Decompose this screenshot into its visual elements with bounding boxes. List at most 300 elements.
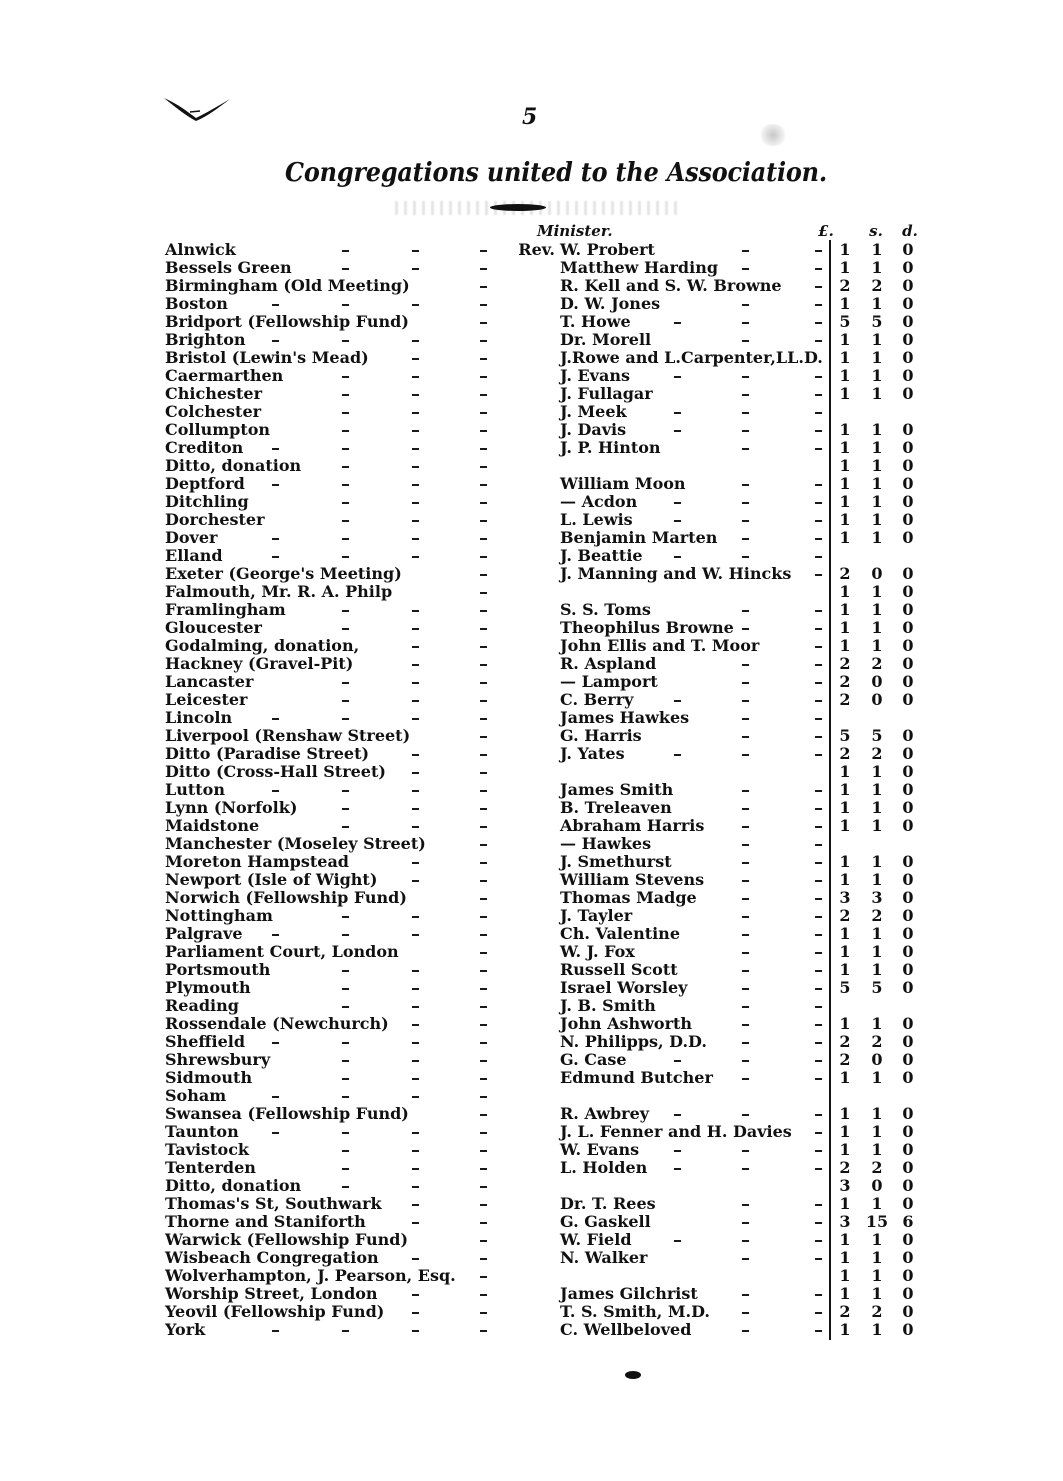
leader-dash — [272, 1042, 279, 1044]
minister-name: Benjamin Marten — [560, 528, 718, 547]
leader-dash — [742, 1060, 749, 1062]
leader-dash — [742, 952, 749, 954]
leader-dash — [342, 556, 349, 558]
table-row — [0, 655, 1063, 673]
minister-name: C. Wellbeloved — [560, 1320, 692, 1339]
leader-dash — [480, 1078, 487, 1080]
leader-dash — [480, 538, 487, 540]
amount-shillings: 1 — [871, 474, 883, 493]
amount-pounds: 1 — [839, 636, 851, 655]
amount-shillings: 1 — [871, 1284, 883, 1303]
leader-dash — [742, 736, 749, 738]
table-row — [0, 925, 1063, 943]
amount-pounds: 1 — [839, 1122, 851, 1141]
amount-pounds: 1 — [839, 1104, 851, 1123]
leader-dash — [412, 1042, 419, 1044]
congregation-name: Lynn (Norfolk) — [165, 798, 298, 817]
leader-dash — [674, 1150, 681, 1152]
leader-dash — [412, 1150, 419, 1152]
minister-name: J. B. Smith — [560, 996, 656, 1015]
table-row — [0, 349, 1063, 367]
leader-dash — [480, 1222, 487, 1224]
leader-dash — [480, 1294, 487, 1296]
leader-dash — [342, 1150, 349, 1152]
amount-pounds: 1 — [839, 780, 851, 799]
table-row — [0, 979, 1063, 997]
amount-pence: 0 — [902, 924, 914, 943]
amount-pounds: 5 — [839, 726, 851, 745]
leader-dash — [412, 556, 419, 558]
leader-dash — [480, 808, 487, 810]
leader-dash — [815, 538, 822, 540]
leader-dash — [742, 664, 749, 666]
leader-dash — [742, 322, 749, 324]
leader-dash — [480, 466, 487, 468]
table-row — [0, 241, 1063, 259]
ink-smudge — [758, 124, 788, 146]
amount-pence: 0 — [902, 348, 914, 367]
table-row — [0, 565, 1063, 583]
leader-dash — [480, 1024, 487, 1026]
leader-dash — [674, 502, 681, 504]
congregation-name: Rossendale (Newchurch) — [165, 1014, 389, 1033]
table-row — [0, 781, 1063, 799]
amount-pounds: 1 — [839, 600, 851, 619]
amount-pence: 0 — [902, 456, 914, 475]
amount-pence: 0 — [902, 1032, 914, 1051]
amount-pounds: 1 — [839, 384, 851, 403]
leader-dash — [480, 1132, 487, 1134]
leader-dash — [742, 250, 749, 252]
table-row — [0, 691, 1063, 709]
leader-dash — [480, 952, 487, 954]
leader-dash — [480, 970, 487, 972]
ink-blot-ornament — [625, 1371, 641, 1379]
leader-dash — [342, 502, 349, 504]
leader-dash — [742, 538, 749, 540]
congregation-name: Manchester (Moseley Street) — [165, 834, 426, 853]
leader-dash — [815, 1078, 822, 1080]
leader-dash — [412, 880, 419, 882]
congregation-name: Plymouth — [165, 978, 251, 997]
table-row — [0, 295, 1063, 313]
minister-name: Israel Worsley — [560, 978, 688, 997]
table-row — [0, 799, 1063, 817]
leader-dash — [412, 484, 419, 486]
leader-dash — [815, 556, 822, 558]
minister-name: W. Probert — [560, 240, 655, 259]
leader-dash — [742, 1114, 749, 1116]
leader-dash — [272, 340, 279, 342]
amount-pounds: 2 — [839, 1158, 851, 1177]
congregation-name: Tavistock — [165, 1140, 250, 1159]
amount-pence: 0 — [902, 330, 914, 349]
leader-dash — [272, 934, 279, 936]
leader-dash — [412, 1312, 419, 1314]
amount-shillings: 1 — [871, 582, 883, 601]
amount-shillings: 5 — [871, 312, 883, 331]
leader-dash — [272, 1132, 279, 1134]
minister-name: Matthew Harding — [560, 258, 719, 277]
leader-dash — [742, 718, 749, 720]
leader-dash — [742, 1168, 749, 1170]
congregation-name: Ditto (Cross-Hall Street) — [165, 762, 386, 781]
amount-shillings: 2 — [871, 276, 883, 295]
leader-dash — [742, 1024, 749, 1026]
leader-dash — [412, 1024, 419, 1026]
amount-pounds: 1 — [839, 366, 851, 385]
leader-dash — [815, 520, 822, 522]
leader-dash — [815, 1240, 822, 1242]
minister-name: — Hawkes — [560, 834, 652, 853]
leader-dash — [815, 826, 822, 828]
minister-name: Theophilus Browne — [560, 618, 734, 637]
leader-dash — [412, 466, 419, 468]
leader-dash — [480, 592, 487, 594]
leader-dash — [815, 682, 822, 684]
leader-dash — [480, 772, 487, 774]
minister-name: T. Howe — [560, 312, 631, 331]
leader-dash — [742, 556, 749, 558]
minister-name: G. Case — [560, 1050, 627, 1069]
leader-dash — [815, 808, 822, 810]
amount-pence: 0 — [902, 384, 914, 403]
amount-shillings: 1 — [871, 636, 883, 655]
leader-dash — [412, 970, 419, 972]
leader-dash — [815, 1114, 822, 1116]
amount-pence: 0 — [902, 654, 914, 673]
minister-name: James Gilchrist — [560, 1284, 698, 1303]
minister-name: James Smith — [560, 780, 674, 799]
leader-dash — [272, 718, 279, 720]
leader-dash — [480, 1168, 487, 1170]
amount-pence: 0 — [902, 1266, 914, 1285]
leader-dash — [815, 916, 822, 918]
amount-pence: 0 — [902, 888, 914, 907]
leader-dash — [742, 448, 749, 450]
amount-shillings: 3 — [871, 888, 883, 907]
amount-pounds: 1 — [839, 1266, 851, 1285]
leader-dash — [342, 1060, 349, 1062]
leader-dash — [674, 430, 681, 432]
minister-name: Ch. Valentine — [560, 924, 680, 943]
leader-dash — [412, 610, 419, 612]
leader-dash — [342, 250, 349, 252]
amount-pence: 0 — [902, 438, 914, 457]
leader-dash — [480, 1042, 487, 1044]
amount-pounds: 1 — [839, 852, 851, 871]
table-row — [0, 1087, 1063, 1105]
minister-name: G. Gaskell — [560, 1212, 651, 1231]
leader-dash — [480, 736, 487, 738]
leader-dash — [742, 844, 749, 846]
amount-pence: 0 — [902, 816, 914, 835]
leader-dash — [342, 448, 349, 450]
amount-shillings: 15 — [865, 1212, 889, 1231]
congregation-name: Newport (Isle of Wight) — [165, 870, 378, 889]
amount-pence: 0 — [902, 1176, 914, 1195]
leader-dash — [342, 790, 349, 792]
table-row — [0, 493, 1063, 511]
leader-dash — [480, 628, 487, 630]
leader-dash — [480, 934, 487, 936]
table-row — [0, 421, 1063, 439]
minister-name: J. Yates — [560, 744, 625, 763]
amount-pence: 0 — [902, 1068, 914, 1087]
amount-shillings: 1 — [871, 240, 883, 259]
leader-dash — [412, 340, 419, 342]
leader-dash — [272, 1330, 279, 1332]
congregation-name: Gloucester — [165, 618, 262, 637]
leader-dash — [412, 1204, 419, 1206]
leader-dash — [742, 1330, 749, 1332]
leader-dash — [815, 1060, 822, 1062]
amount-pence: 0 — [902, 1320, 914, 1339]
congregation-name: Godalming, donation, — [165, 636, 360, 655]
leader-dash — [272, 448, 279, 450]
leader-dash — [480, 826, 487, 828]
leader-dash — [742, 268, 749, 270]
leader-dash — [480, 898, 487, 900]
amount-pence: 0 — [902, 312, 914, 331]
leader-dash — [480, 430, 487, 432]
table-row — [0, 1195, 1063, 1213]
congregation-name: Palgrave — [165, 924, 243, 943]
amount-shillings: 1 — [871, 870, 883, 889]
leader-dash — [480, 682, 487, 684]
amount-pence: 0 — [902, 510, 914, 529]
minister-name: L. Lewis — [560, 510, 633, 529]
leader-dash — [412, 1168, 419, 1170]
congregation-name: Ditto (Paradise Street) — [165, 744, 370, 763]
minister-name: John Ashworth — [560, 1014, 693, 1033]
leader-dash — [815, 394, 822, 396]
leader-dash — [480, 1240, 487, 1242]
amount-pence: 0 — [902, 294, 914, 313]
amount-pence: 0 — [902, 1284, 914, 1303]
amount-pence: 0 — [902, 474, 914, 493]
amount-shillings: 1 — [871, 780, 883, 799]
leader-dash — [342, 1096, 349, 1098]
amount-pence: 0 — [902, 1140, 914, 1159]
leader-dash — [815, 286, 822, 288]
table-row — [0, 601, 1063, 619]
amount-pounds: 2 — [839, 1050, 851, 1069]
amount-pounds: 1 — [839, 1248, 851, 1267]
amount-shillings: 1 — [871, 456, 883, 475]
leader-dash — [674, 1168, 681, 1170]
amount-shillings: 1 — [871, 816, 883, 835]
leader-dash — [412, 1096, 419, 1098]
leader-dash — [815, 1294, 822, 1296]
leader-dash — [815, 1042, 822, 1044]
leader-dash — [342, 610, 349, 612]
minister-name: Dr. T. Rees — [560, 1194, 656, 1213]
amount-pounds: 2 — [839, 1302, 851, 1321]
congregation-name: Maidstone — [165, 816, 260, 835]
leader-dash — [815, 736, 822, 738]
table-row — [0, 1249, 1063, 1267]
minister-title-prefix: Rev. — [518, 240, 555, 259]
amount-shillings: 1 — [871, 1104, 883, 1123]
amount-pounds: 3 — [839, 1176, 851, 1195]
amount-shillings: 2 — [871, 654, 883, 673]
amount-shillings: 1 — [871, 294, 883, 313]
congregation-name: Portsmouth — [165, 960, 271, 979]
congregation-name: York — [165, 1320, 206, 1339]
amount-pence: 0 — [902, 744, 914, 763]
column-header-pounds: £. — [818, 222, 834, 240]
leader-dash — [412, 790, 419, 792]
table-row — [0, 259, 1063, 277]
leader-dash — [342, 988, 349, 990]
table-row — [0, 511, 1063, 529]
congregation-name: Colchester — [165, 402, 262, 421]
minister-name: Abraham Harris — [560, 816, 705, 835]
congregation-name: Crediton — [165, 438, 244, 457]
leader-dash — [815, 322, 822, 324]
leader-dash — [815, 1258, 822, 1260]
amount-pence: 0 — [902, 240, 914, 259]
leader-dash — [342, 1168, 349, 1170]
leader-dash — [674, 556, 681, 558]
leader-dash — [272, 1096, 279, 1098]
amount-pence: 0 — [902, 1014, 914, 1033]
leader-dash — [412, 754, 419, 756]
amount-pence: 0 — [902, 276, 914, 295]
table-row — [0, 1177, 1063, 1195]
leader-dash — [412, 628, 419, 630]
minister-name: Thomas Madge — [560, 888, 697, 907]
leader-dash — [742, 1006, 749, 1008]
leader-dash — [412, 1330, 419, 1332]
amount-pounds: 5 — [839, 312, 851, 331]
leader-dash — [480, 610, 487, 612]
amount-shillings: 1 — [871, 852, 883, 871]
leader-dash — [342, 376, 349, 378]
amount-pence: 0 — [902, 258, 914, 277]
leader-dash — [742, 700, 749, 702]
leader-dash — [342, 970, 349, 972]
amount-pence: 0 — [902, 780, 914, 799]
congregation-name: Brighton — [165, 330, 246, 349]
congregation-name: Birmingham (Old Meeting) — [165, 276, 410, 295]
amount-pence: 0 — [902, 960, 914, 979]
minister-name: James Hawkes — [560, 708, 690, 727]
minister-name: W. Field — [560, 1230, 632, 1249]
leader-dash — [742, 754, 749, 756]
leader-dash — [342, 538, 349, 540]
congregation-name: Parliament Court, London — [165, 942, 399, 961]
amount-pounds: 1 — [839, 1320, 851, 1339]
congregation-name: Wolverhampton, J. Pearson, Esq. — [165, 1266, 456, 1285]
leader-dash — [815, 448, 822, 450]
minister-name: J. P. Hinton — [560, 438, 661, 457]
leader-dash — [815, 862, 822, 864]
table-row — [0, 763, 1063, 781]
leader-dash — [342, 700, 349, 702]
leader-dash — [412, 448, 419, 450]
amount-pounds: 1 — [839, 492, 851, 511]
leader-dash — [412, 1132, 419, 1134]
table-row — [0, 277, 1063, 295]
table-row — [0, 403, 1063, 421]
table-row — [0, 709, 1063, 727]
leader-dash — [480, 1258, 487, 1260]
congregation-name: Dover — [165, 528, 218, 547]
amount-pence: 0 — [902, 1248, 914, 1267]
minister-name: R. Kell and S. W. Browne — [560, 276, 782, 295]
leader-dash — [742, 898, 749, 900]
leader-dash — [815, 790, 822, 792]
leader-dash — [412, 646, 419, 648]
leader-dash — [742, 502, 749, 504]
amount-shillings: 1 — [871, 600, 883, 619]
congregation-name: Ditchling — [165, 492, 249, 511]
leader-dash — [342, 682, 349, 684]
amount-pounds: 2 — [839, 672, 851, 691]
leader-dash — [342, 484, 349, 486]
minister-name: J. Fullagar — [560, 384, 653, 403]
leader-dash — [480, 988, 487, 990]
minister-name: J. Davis — [560, 420, 627, 439]
amount-pence: 0 — [902, 1050, 914, 1069]
amount-pence: 0 — [902, 762, 914, 781]
table-row — [0, 1321, 1063, 1339]
table-row — [0, 439, 1063, 457]
table-row — [0, 529, 1063, 547]
leader-dash — [412, 376, 419, 378]
amount-shillings: 1 — [871, 438, 883, 457]
congregation-name: Leicester — [165, 690, 248, 709]
leader-dash — [480, 322, 487, 324]
minister-name: G. Harris — [560, 726, 642, 745]
leader-dash — [742, 304, 749, 306]
leader-dash — [742, 880, 749, 882]
leader-dash — [742, 862, 749, 864]
minister-name: R. Awbrey — [560, 1104, 650, 1123]
amount-shillings: 1 — [871, 924, 883, 943]
amount-pounds: 2 — [839, 690, 851, 709]
congregation-name: Tenterden — [165, 1158, 256, 1177]
leader-dash — [412, 1222, 419, 1224]
table-row — [0, 331, 1063, 349]
amount-pence: 0 — [902, 582, 914, 601]
leader-dash — [815, 376, 822, 378]
leader-dash — [815, 970, 822, 972]
leader-dash — [342, 520, 349, 522]
leader-dash — [342, 1042, 349, 1044]
leader-dash — [815, 610, 822, 612]
congregation-name: Exeter (George's Meeting) — [165, 564, 402, 583]
table-row — [0, 853, 1063, 871]
leader-dash — [412, 988, 419, 990]
amount-pence: 0 — [902, 636, 914, 655]
leader-dash — [412, 916, 419, 918]
amount-pounds: 3 — [839, 888, 851, 907]
amount-pence: 0 — [902, 690, 914, 709]
amount-pounds: 2 — [839, 1032, 851, 1051]
table-row — [0, 1033, 1063, 1051]
leader-dash — [412, 862, 419, 864]
congregation-name: Bessels Green — [165, 258, 292, 277]
amount-shillings: 1 — [871, 420, 883, 439]
amount-pounds: 1 — [839, 870, 851, 889]
leader-dash — [342, 268, 349, 270]
amount-pounds: 1 — [839, 618, 851, 637]
leader-dash — [480, 358, 487, 360]
leader-dash — [272, 304, 279, 306]
